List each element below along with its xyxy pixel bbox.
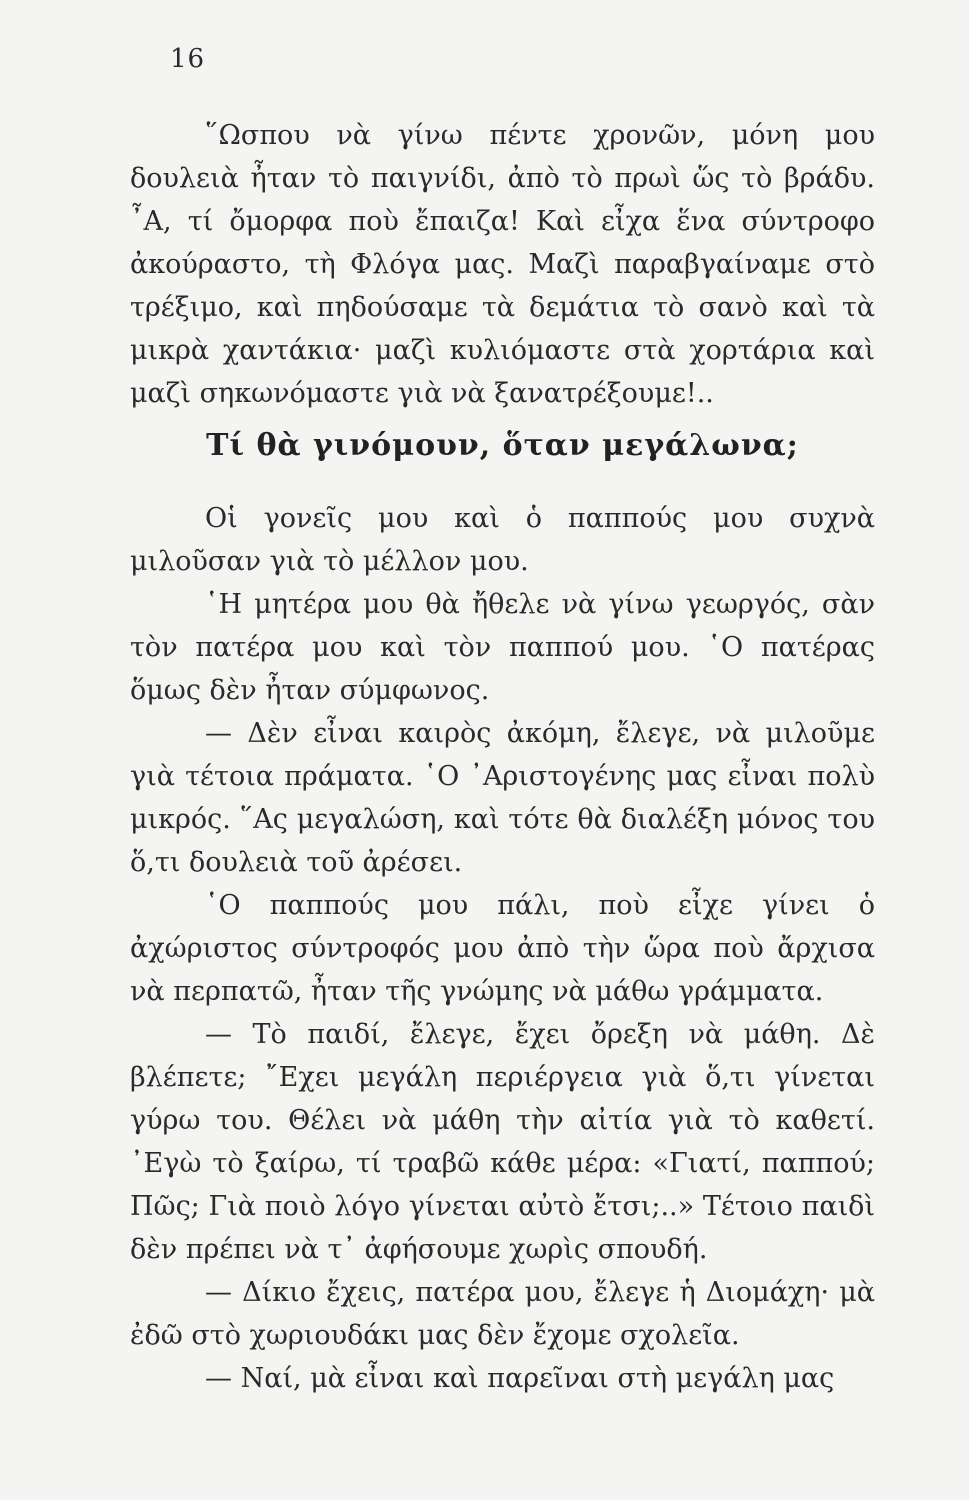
intro-paragraph: ῞Ωσπου νὰ γίνω πέντε χρονῶν, μόνη μου δουλειὰ ἦταν τὸ παιγνίδι, ἀπὸ τὸ πρωὶ ὥς τὸ βράδυ. ῏Α, τί ὄμορφα ποὺ ἔπαιζα! Καὶ εἶχα ἕνα σύντροφο ἀκούραστο, τὴ Φλόγα μας. Μαζὶ παραβγαίναμε στὸ τρέξιμο, καὶ πηδούσαμε τὰ δεμάτια τὸ σανὸ καὶ τὰ μικρὰ χαντάκια· μαζὶ κυλιόμαστε στὰ χορτάρια καὶ μαζὶ σηκωνόμαστε γιὰ νὰ ξανατρέξουμε!.. [130,120,875,409]
paragraph: Οἱ γονεῖς μου καὶ ὁ παππούς μου συχνὰ μιλοῦσαν γιὰ τὸ μέλλον μου. [130,503,875,577]
paragraph: ῾Η μητέρα μου θὰ ἤθελε νὰ γίνω γεωργός, σὰν τὸν πατέρα μου καὶ τὸν παππού μου. ῾Ο πατέρας ὅμως δὲν ἦταν σύμφωνος. [130,589,875,706]
paragraph: ῾Ο παππούς μου πάλι, ποὺ εἶχε γίνει ὁ ἀχώριστος σύντροφός μου ἀπὸ τὴν ὥρα ποὺ ἄρχισα νὰ περπατῶ, ἦταν τῆς γνώμης νὰ μάθω γράμματα. [130,890,875,1007]
dialogue-paragraph: — Δίκιο ἔχεις, πατέρα μου, ἔλεγε ἡ Διομάχη· μὰ ἐδῶ στὸ χωριουδάκι μας δὲν ἔχομε σχολεῖα. [130,1277,875,1351]
body-section [130,497,875,1400]
section-heading: Τί θὰ γινόμουν, ὅταν μεγάλωνα; [206,428,799,463]
intro-section [130,114,875,415]
dialogue-paragraph: — Δὲν εἶναι καιρὸς ἀκόμη, ἔλεγε, νὰ μιλοῦμε γιὰ τέτοια πράματα. ῾Ο ᾿Αριστογένης μας εἶναι πολὺ μικρός. ῞Ας μεγαλώση, καὶ τότε θὰ διαλέξη μόνος του ὅ,τι δουλειὰ τοῦ ἀρέσει. [130,718,875,878]
dialogue-paragraph: — Ναί, μὰ εἶναι καὶ παρεῖναι στὴ μεγάλη μας [205,1363,835,1394]
dialogue-paragraph: — Τὸ παιδί, ἔλεγε, ἔχει ὄρεξη νὰ μάθη. Δὲ βλέπετε; ῎Εχει μεγάλη περιέργεια γιὰ ὅ,τι γίνεται γύρω του. Θέλει νὰ μάθη τὴν αἰτία γιὰ τὸ καθετί. ᾿Εγὼ τὸ ξαίρω, τί τραβῶ κάθε μέρα: «Γιατί, παππού; Πῶς; Γιὰ ποιὸ λόγο γίνεται αὐτὸ ἔτσι;..» Τέτοιο παιδὶ δὲν πρέπει νὰ τ᾿ ἀφήσουμε χωρὶς σπουδή. [130,1019,875,1265]
page-number: 16 [170,44,206,74]
